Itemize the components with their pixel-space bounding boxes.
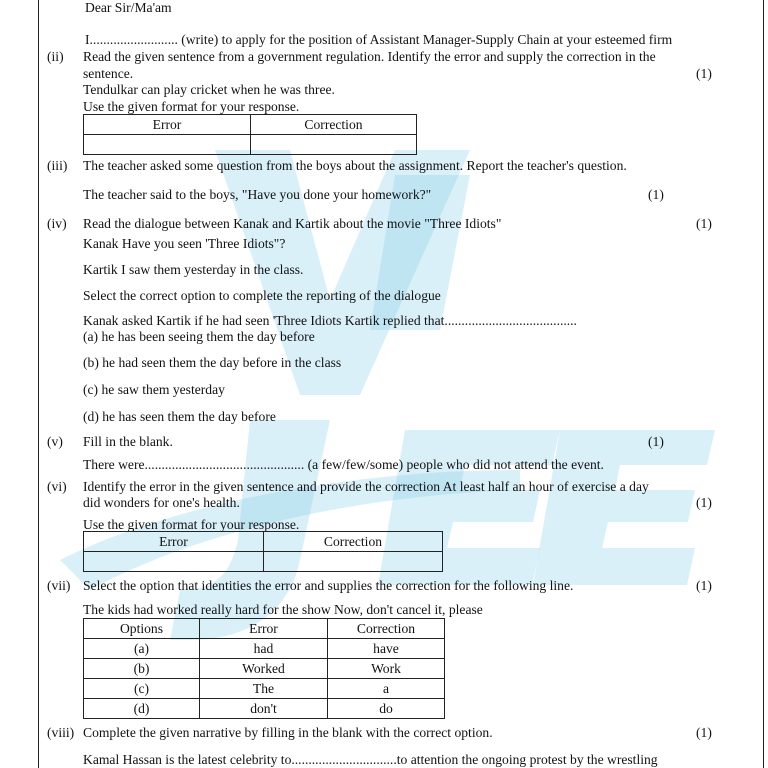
- q3-line2: The teacher said to the boys, "Have you done your homework?": [83, 187, 432, 202]
- q7-row-b-correction: Work: [328, 659, 445, 679]
- q4-option-c: (c) he saw them yesterday: [83, 382, 225, 397]
- q7-row-c-option: (c): [84, 679, 200, 699]
- q7-header-options: Options: [84, 619, 200, 639]
- q6-header-error: Error: [84, 532, 264, 552]
- q2-header-correction: Correction: [251, 115, 417, 135]
- q2-marks: (1): [696, 66, 712, 81]
- q7-header-correction: Correction: [328, 619, 445, 639]
- q7-row-a-error: had: [200, 639, 328, 659]
- q5-line1: Fill in the blank.: [83, 434, 173, 449]
- q6-number: (vi): [47, 479, 67, 494]
- q2-sentence: Tendulkar can play cricket when he was three.: [83, 82, 335, 97]
- q5-number: (v): [47, 434, 63, 449]
- q7-row-a-option: (a): [84, 639, 200, 659]
- q4-option-d: (d) he has seen them the day before: [83, 409, 276, 424]
- left-margin-line: [38, 0, 39, 768]
- q2-number: (ii): [47, 49, 64, 64]
- q3-marks: (1): [648, 187, 664, 202]
- q7-row-b-error: Worked: [200, 659, 328, 679]
- q7-header-error: Error: [200, 619, 328, 639]
- q2-response-table: [83, 114, 417, 155]
- q6-format: Use the given format for your response.: [83, 517, 300, 532]
- q2-header-error: Error: [84, 115, 251, 135]
- q7-line1: Select the option that identities the error and supplies the correction for the following line.: [83, 578, 574, 593]
- q4-marks: (1): [696, 216, 712, 231]
- q4-line1: Read the dialogue between Kanak and Kartik about the movie "Three Idiots": [83, 216, 502, 231]
- q4-number: (iv): [47, 216, 67, 231]
- q2-format: Use the given format for your response.: [83, 99, 300, 114]
- q5-line2: There were............................................... (a few/few/some) people who did not attend the event.: [83, 457, 604, 472]
- table-row[interactable]: [84, 699, 445, 719]
- q7-row-d-error: don't: [200, 699, 328, 719]
- q7-marks: (1): [696, 578, 712, 593]
- q2-correction-cell[interactable]: [251, 135, 417, 155]
- q7-line2: The kids had worked really hard for the show Now, don't cancel it, please: [83, 602, 483, 617]
- q6-error-cell[interactable]: [84, 552, 264, 572]
- q5-marks: (1): [648, 434, 664, 449]
- q8-number: (viii): [47, 725, 75, 740]
- q8-line2: Kamal Hassan is the latest celebrity to...............................to attention the ongoing protest by the wrestling: [83, 752, 658, 767]
- q6-response-table: [83, 531, 443, 572]
- q8-marks: (1): [696, 725, 712, 740]
- q7-row-d-correction: do: [328, 699, 445, 719]
- q6-correction-cell[interactable]: [264, 552, 443, 572]
- table-row[interactable]: [84, 679, 445, 699]
- q7-row-c-error: The: [200, 679, 328, 699]
- q7-options-table: [83, 618, 445, 719]
- table-row[interactable]: [84, 659, 445, 679]
- q7-row-b-option: (b): [84, 659, 200, 679]
- q2-error-cell[interactable]: [84, 135, 251, 155]
- q4-stem: Kanak asked Kartik if he had seen 'Three Idiots Kartik replied that.......................................: [83, 313, 577, 328]
- q6-line2: did wonders for one's health.: [83, 495, 240, 510]
- q6-marks: (1): [696, 495, 712, 510]
- q3-number: (iii): [47, 158, 68, 173]
- q3-line1: The teacher asked some question from the boys about the assignment. Report the teacher's question.: [83, 158, 627, 173]
- q8-line1: Complete the given narrative by filling in the blank with the correct option.: [83, 725, 493, 740]
- q7-row-d-option: (d): [84, 699, 200, 719]
- q7-row-c-correction: a: [328, 679, 445, 699]
- q2-line1: Read the given sentence from a government regulation. Identify the error and supply the correction in the: [83, 49, 656, 64]
- q4-kanak-line: Kanak Have you seen 'Three Idiots"?: [83, 236, 286, 251]
- q6-header-correction: Correction: [264, 532, 443, 552]
- q2-line2: sentence.: [83, 66, 134, 81]
- table-row[interactable]: [84, 639, 445, 659]
- q4-kartik-line: Kartik I saw them yesterday in the class.: [83, 262, 304, 277]
- q4-instruction: Select the correct option to complete the reporting of the dialogue: [83, 288, 441, 303]
- q4-option-b: (b) he had seen them the day before in the class: [83, 355, 342, 370]
- right-margin-line: [763, 0, 764, 768]
- q6-line1: Identify the error in the given sentence and provide the correction At least half an hour of exercise a day: [83, 479, 649, 494]
- letter-line: I.......................... (write) to apply for the position of Assistant Manager-Supply Chain at your esteemed firm: [85, 32, 673, 47]
- q4-option-a: (a) he has been seeing them the day before: [83, 329, 315, 344]
- q7-number: (vii): [47, 578, 71, 593]
- letter-greeting: Dear Sir/Ma'am: [85, 0, 172, 15]
- q7-row-a-correction: have: [328, 639, 445, 659]
